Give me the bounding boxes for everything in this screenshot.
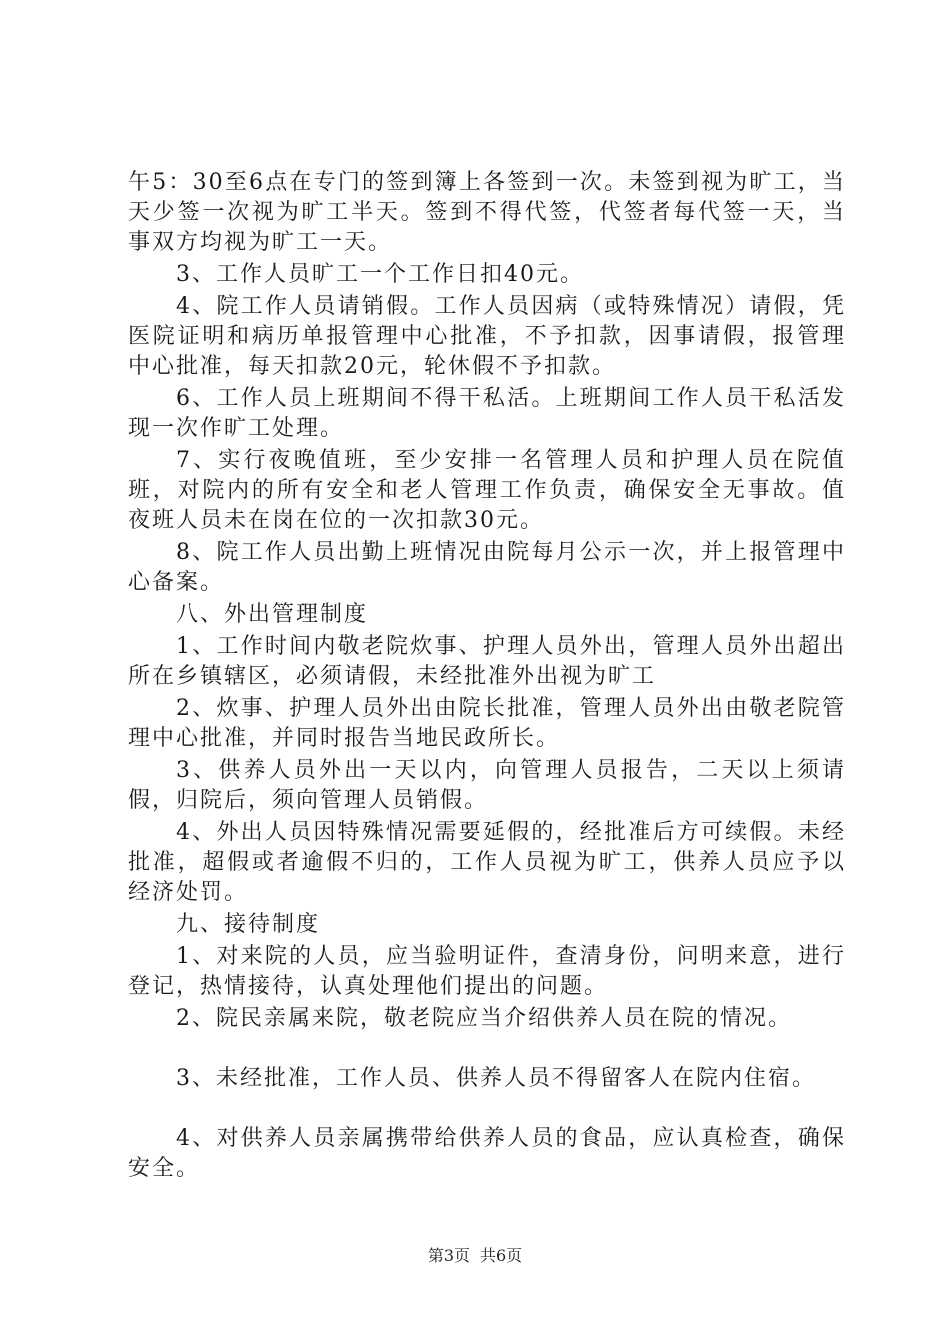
paragraph-reception-rule-1: 1、对来院的人员，应当验明证件，查清身份，问明来意，进行登记，热情接待，认真处理他们提出的问题。 [128, 944, 846, 999]
paragraph-sign-in-rule: 午5：30至6点在专门的签到簿上各签到一次。未签到视为旷工，当天少签一次视为旷工半天。签到不得代签，代签者每代签一天，当事双方均视为旷工一天。 [128, 170, 846, 255]
paragraph-no-private-work: 6、工作人员上班期间不得干私活。上班期间工作人员干私活发现一次作旷工处理。 [128, 386, 846, 441]
paragraph-outing-rule-2: 2、炊事、护理人员外出由院长批准，管理人员外出由敬老院管理中心批准，并同时报告当地民政所长。 [128, 696, 846, 751]
paragraph-night-duty: 7、实行夜晚值班，至少安排一名管理人员和护理人员在院值班，对院内的所有安全和老人管理工作负责，确保安全无事故。值夜班人员未在岗在位的一次扣款30元。 [128, 448, 846, 533]
paragraph-outing-rule-1: 1、工作时间内敬老院炊事、护理人员外出，管理人员外出超出所在乡镇辖区，必须请假，未经批准外出视为旷工 [128, 634, 846, 689]
paragraph-absence-deduction: 3、工作人员旷工一个工作日扣40元。 [176, 262, 584, 287]
paragraph-attendance-publish: 8、院工作人员出勤上班情况由院每月公示一次，并上报管理中心备案。 [128, 540, 846, 595]
paragraph-reception-rule-3: 3、未经批准，工作人员、供养人员不得留客人在院内住宿。 [176, 1066, 816, 1091]
paragraph-reception-rule-4: 4、对供养人员亲属携带给供养人员的食品，应认真检查，确保安全。 [128, 1126, 846, 1181]
paragraph-outing-rule-4: 4、外出人员因特殊情况需要延假的，经批准后方可续假。未经批准，超假或者逾假不归的，工作人员视为旷工，供养人员应予以经济处罚。 [128, 820, 846, 905]
page-total: 共6页 [480, 1246, 523, 1265]
paragraph-leave-request: 4、院工作人员请销假。工作人员因病（或特殊情况）请假，凭医院证明和病历单报管理中心批准，不予扣款，因事请假，报管理中心批准，每天扣款20元，轮休假不予扣款。 [128, 294, 846, 379]
paragraph-reception-rule-2: 2、院民亲属来院，敬老院应当介绍供养人员在院的情况。 [176, 1006, 792, 1031]
document-body [128, 168, 846, 1186]
page-footer [0, 1243, 950, 1266]
paragraph-outing-rule-3: 3、供养人员外出一天以内，向管理人员报告，二天以上须请假，归院后，须向管理人员销假。 [128, 758, 846, 813]
section-heading-outing-management: 八、外出管理制度 [176, 602, 369, 627]
page-number: 第3页 [427, 1246, 470, 1265]
section-heading-reception: 九、接待制度 [176, 912, 321, 937]
